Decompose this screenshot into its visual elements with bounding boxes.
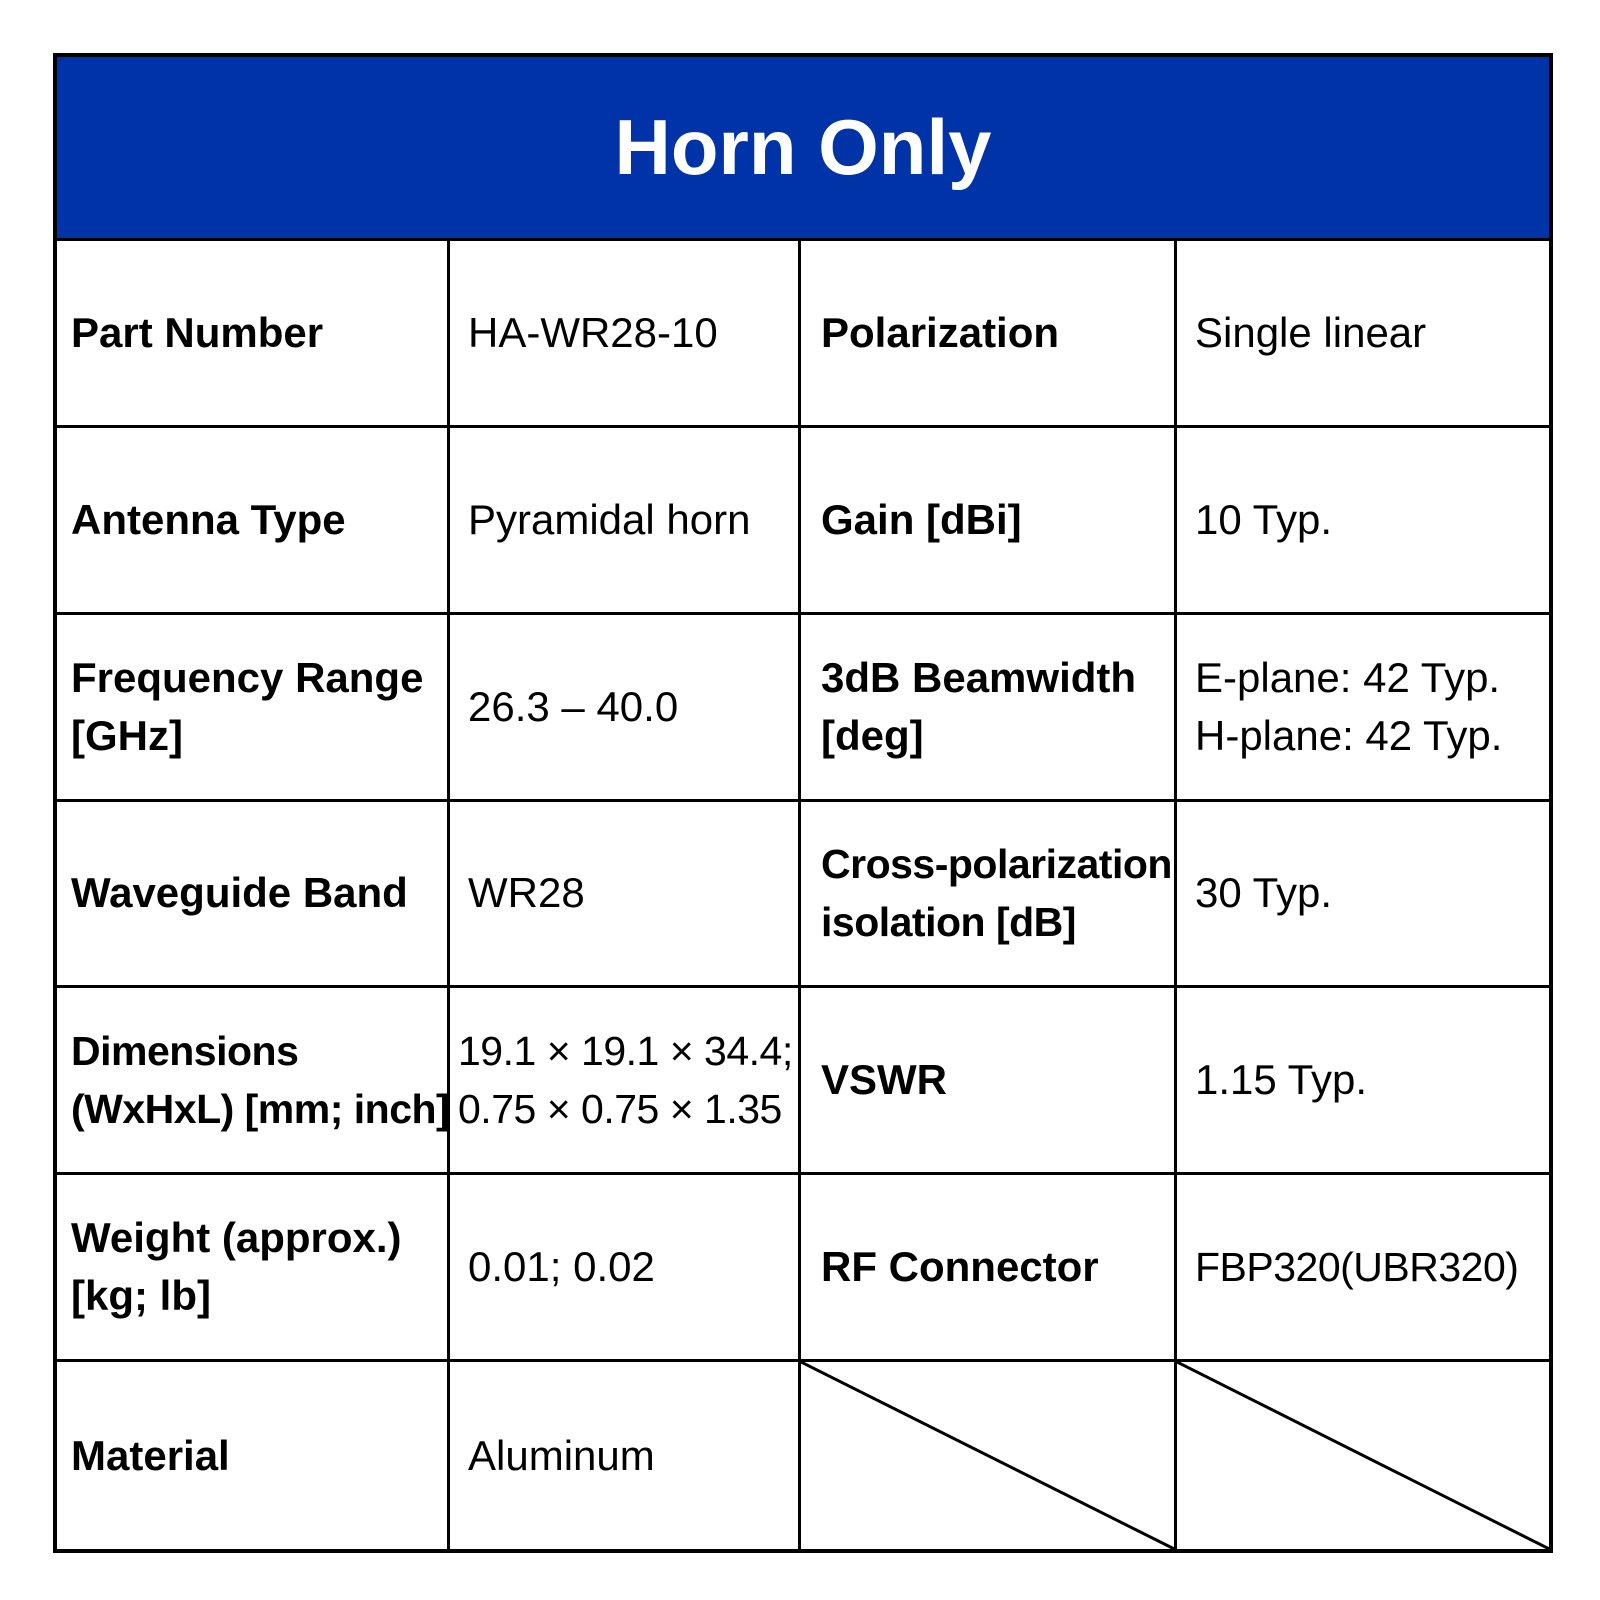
spec-label-frequency-range: Frequency Range [GHz] xyxy=(57,615,450,802)
title-bar xyxy=(57,57,1549,241)
spec-sheet xyxy=(53,53,1553,1553)
spec-label-dimensions: Dimensions (WxHxL) [mm; inch] xyxy=(57,988,450,1175)
spec-label-beamwidth: 3dB Beamwidth [deg] xyxy=(801,615,1177,802)
spec-value-weight: 0.01; 0.02 xyxy=(450,1175,801,1362)
spec-label-material: Material xyxy=(57,1362,450,1549)
spec-label-waveguide-band: Waveguide Band xyxy=(57,802,450,989)
spec-label-polarization: Polarization xyxy=(801,241,1177,428)
diagonal-slash xyxy=(801,1362,1174,1549)
spec-value-part-number: HA-WR28-10 xyxy=(450,241,801,428)
spec-value-gain: 10 Typ. xyxy=(1177,428,1549,615)
spec-value-waveguide-band: WR28 xyxy=(450,802,801,989)
spec-label-cross-polarization: Cross-polarization isolation [dB] xyxy=(801,802,1177,989)
spec-label-vswr: VSWR xyxy=(801,988,1177,1175)
spec-value-antenna-type: Pyramidal horn xyxy=(450,428,801,615)
spec-label-gain: Gain [dBi] xyxy=(801,428,1177,615)
spec-value-vswr: 1.15 Typ. xyxy=(1177,988,1549,1175)
spec-label-part-number: Part Number xyxy=(57,241,450,428)
spec-label-weight: Weight (approx.) [kg; lb] xyxy=(57,1175,450,1362)
spec-value-rf-connector: FBP320(UBR320) xyxy=(1177,1175,1549,1362)
spec-value-material: Aluminum xyxy=(450,1362,801,1549)
spec-value-cross-polarization: 30 Typ. xyxy=(1177,802,1549,989)
diagonal-slash xyxy=(1177,1362,1549,1549)
page-title: Horn Only xyxy=(614,103,992,191)
spec-value-dimensions: 19.1 × 19.1 × 34.4; 0.75 × 0.75 × 1.35 xyxy=(450,988,801,1175)
spec-table xyxy=(57,241,1549,1549)
spec-value-polarization: Single linear xyxy=(1177,241,1549,428)
spec-value-beamwidth: E-plane: 42 Typ. H-plane: 42 Typ. xyxy=(1177,615,1549,802)
spec-label-rf-connector: RF Connector xyxy=(801,1175,1177,1362)
empty-cell-slash xyxy=(1177,1362,1549,1549)
spec-value-frequency-range: 26.3 – 40.0 xyxy=(450,615,801,802)
spec-label-antenna-type: Antenna Type xyxy=(57,428,450,615)
empty-cell-slash xyxy=(801,1362,1177,1549)
